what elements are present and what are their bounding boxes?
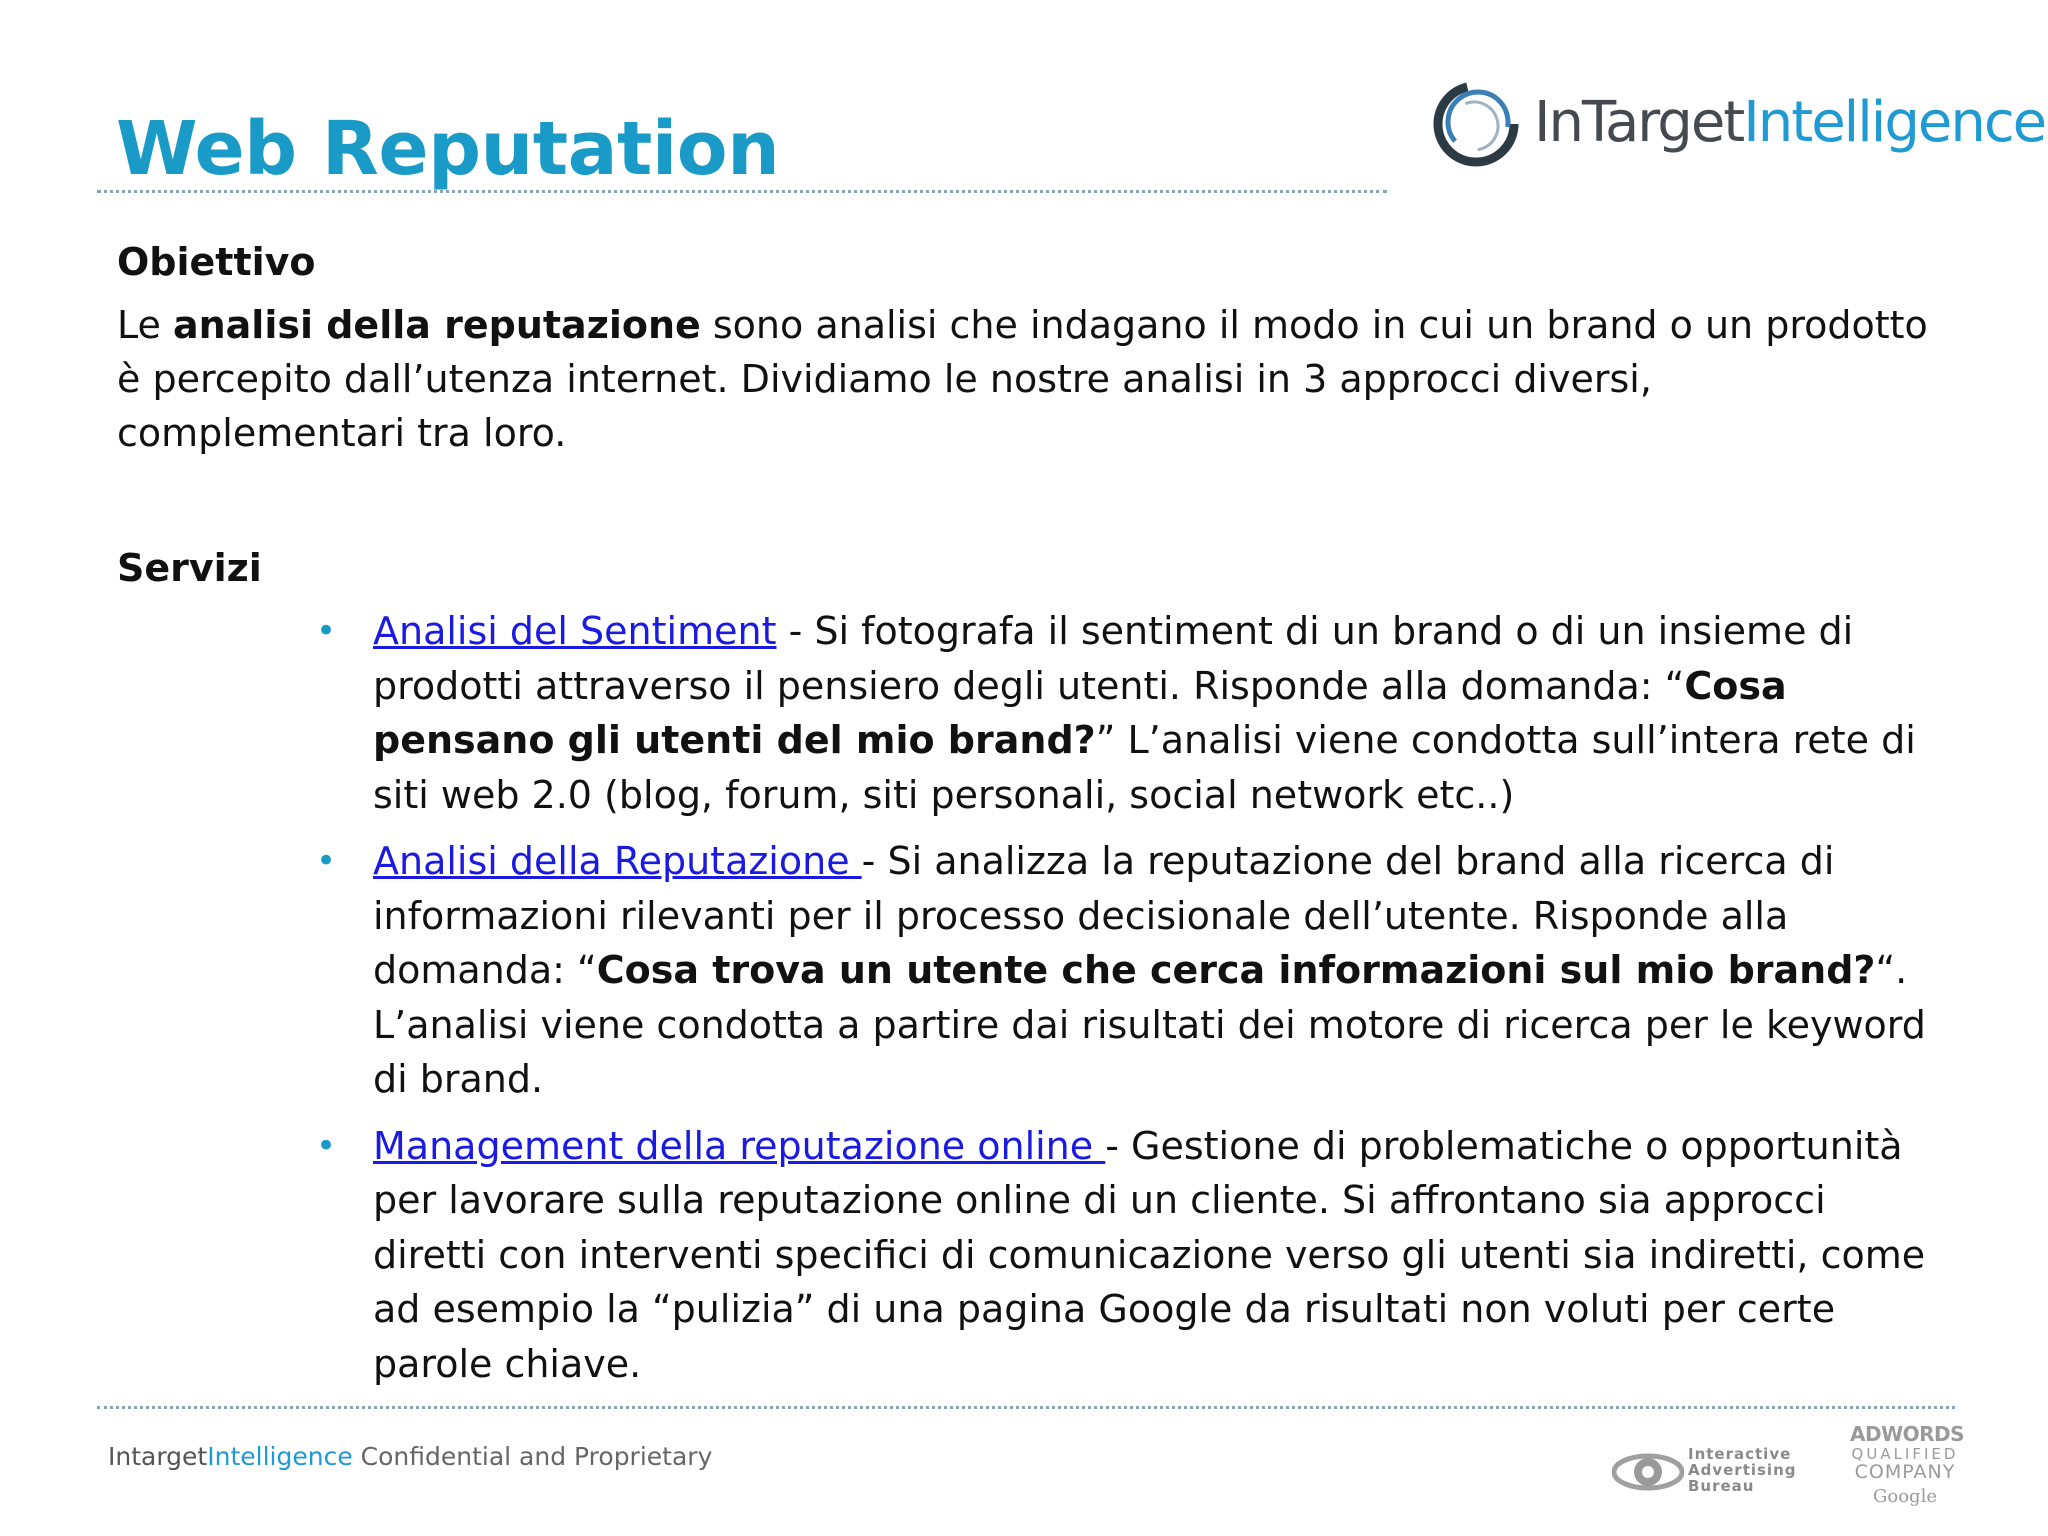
link-analisi-reputazione[interactable]: Analisi della Reputazione	[373, 839, 862, 883]
item-question: Cosa trova un utente che cerca informazioni sul mio brand?	[596, 948, 1876, 992]
iab-line-2: Advertising	[1688, 1461, 1797, 1479]
logo-wordmark	[1534, 90, 2045, 155]
item-text-end: “. L’analisi viene condotta a partire dai risultati dei motore di ricerca per le keyword di brand.	[373, 948, 1926, 1101]
adwords-line-1: ADWORDS	[1850, 1422, 1965, 1446]
services-heading: Servizi	[117, 546, 262, 590]
item-text: - Si analizza la reputazione del brand alla ricerca di informazioni rilevanti per il processo decisionale dell’utente. Risponde alla domanda: “	[373, 839, 1835, 992]
iab-logo	[1612, 1440, 1802, 1510]
iab-line-1: Interactive	[1688, 1445, 1792, 1463]
logo-part-2: Intelligence	[1743, 90, 2046, 155]
bullet-icon: •	[316, 841, 337, 881]
objective-heading: Obiettivo	[117, 240, 316, 284]
iab-eye-icon	[1612, 1444, 1684, 1500]
title-divider	[97, 190, 1387, 193]
iab-line-3: Bureau	[1688, 1477, 1755, 1495]
list-item	[316, 834, 1936, 1107]
item-text: - Gestione di problematiche o opportunità per lavorare sulla reputazione online di un cliente. Si affrontano sia approcci diretti con interventi specifici di comunicazione verso gli utenti sia indiretti, come ad esempio la “pulizia” di una pagina Google da risultati non voluti per certe parole chiave.	[373, 1123, 1926, 1386]
item-text-end: ” L’analisi viene condotta sull’intera rete di siti web 2.0 (blog, forum, siti personali, social network etc..)	[373, 718, 1916, 817]
link-management-reputazione[interactable]: Management della reputazione online	[373, 1123, 1106, 1168]
footer-divider	[97, 1406, 1955, 1409]
adwords-line-3: COMPANY	[1854, 1461, 1956, 1483]
bullet-icon: •	[316, 1125, 337, 1166]
footer-brand-2: Intelligence	[207, 1442, 353, 1471]
adwords-line-2: QUALIFIED	[1851, 1445, 1959, 1463]
objective-text-after: sono analisi che indagano il modo in cui un brand o un prodotto è percepito dall’utenza internet. Dividiamo le nostre analisi in 3 approcci diversi, complementari tra loro.	[117, 303, 1928, 455]
objective-text-before: Le	[117, 303, 173, 347]
services-list	[316, 604, 1936, 1403]
bullet-icon: •	[316, 611, 337, 651]
item-text: - Si fotografa il sentiment di un brand o di un insieme di prodotti attraverso il pensiero degli utenti. Risponde alla domanda: “	[373, 609, 1854, 708]
item-question: Cosa pensano gli utenti del mio brand?	[373, 663, 1787, 762]
objective-paragraph	[117, 298, 1947, 460]
swirl-ring-icon	[1428, 74, 1524, 174]
logo-part-1: InTarget	[1534, 90, 1744, 155]
company-logo	[1428, 72, 2046, 182]
adwords-line-4: Google	[1873, 1486, 1937, 1507]
footer-rest: Confidential and Proprietary	[352, 1442, 713, 1471]
link-analisi-sentiment[interactable]: Analisi del Sentiment	[373, 609, 777, 653]
footer-brand-1: Intarget	[108, 1442, 208, 1471]
objective-text-bold: analisi della reputazione	[172, 303, 701, 347]
page-title: Web Reputation	[116, 106, 780, 192]
adwords-badge	[1850, 1422, 1965, 1522]
iab-text	[1688, 1446, 1797, 1494]
list-item	[316, 604, 1936, 822]
footer-text	[108, 1442, 712, 1471]
list-item	[316, 1119, 1936, 1392]
